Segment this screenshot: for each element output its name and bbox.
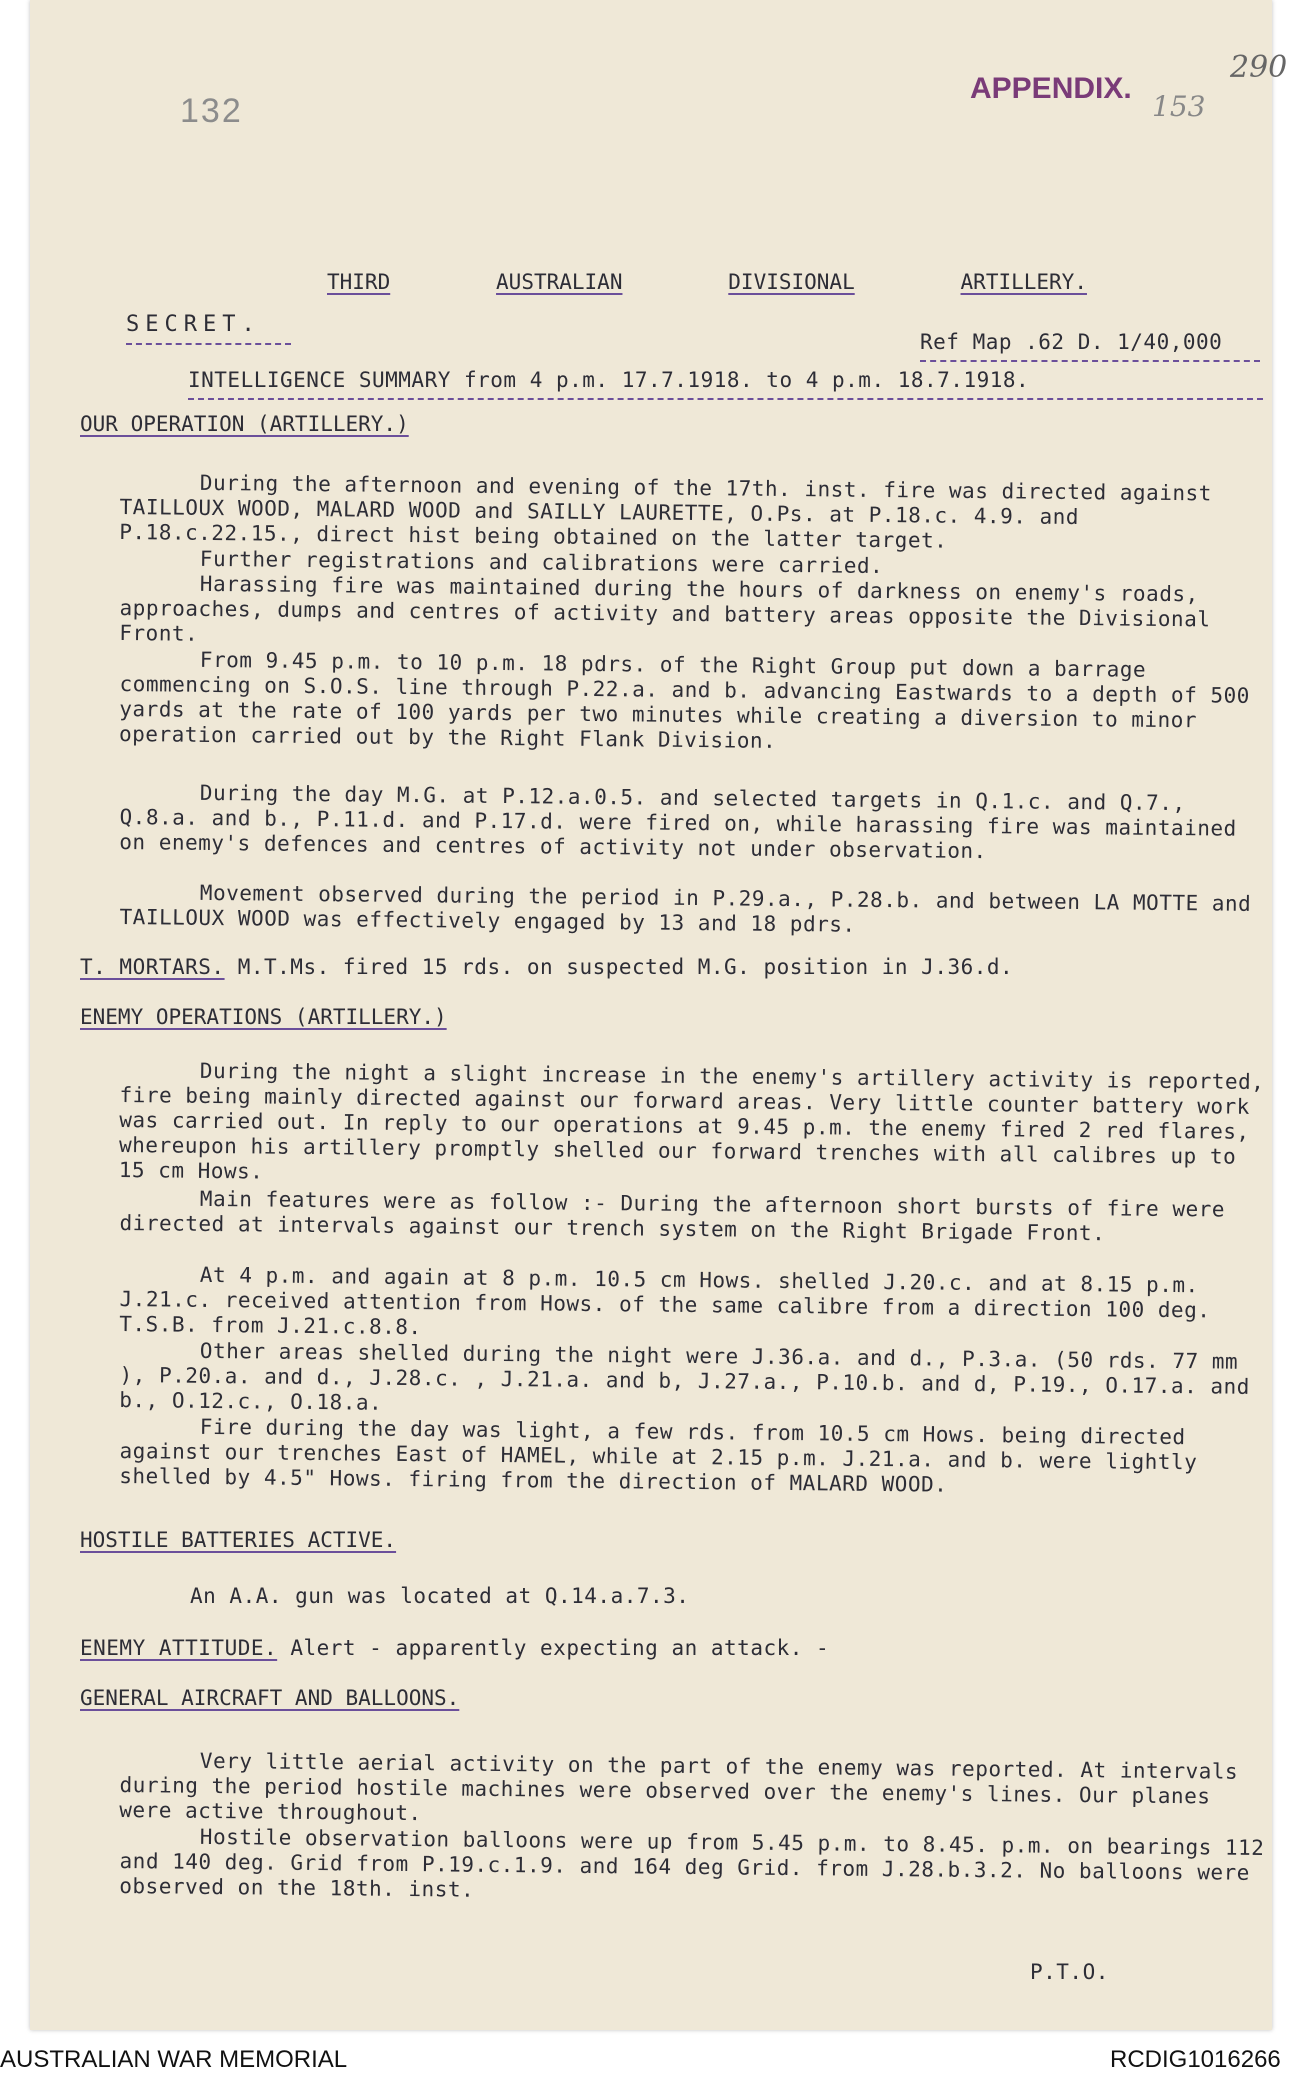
intel-underline	[188, 398, 1263, 400]
paragraph: Main features were as follow :- During the afternoon short bursts of fire were directed at intervals against our trench system on the Right Brigade Front.	[119, 1186, 1226, 1246]
section-heading-enemy-operations: ENEMY OPERATIONS (ARTILLERY.)	[80, 1005, 447, 1029]
secret-underline	[126, 343, 291, 345]
title-word: DIVISIONAL	[728, 270, 855, 294]
section-heading-aircraft: GENERAL AIRCRAFT AND BALLOONS.	[80, 1686, 460, 1710]
paragraph: Other areas shelled during the night were J.36.a. and d., P.3.a. (50 rds. 77 mm ), P.20.a. and d., J.28.c. , J.21.a. and b, J.27.a., P.10.b. and d, P.19., O.17.a. and b., O.12.c., O.18.a.	[119, 1338, 1250, 1415]
secret-label: SECRET.	[126, 312, 261, 337]
page-number: 132	[180, 92, 243, 130]
hostile-batteries-text: An A.A. gun was located at Q.14.a.7.3.	[190, 1584, 690, 1608]
document-title	[327, 270, 1087, 294]
enemy-attitude-text: Alert - apparently expecting an attack. -	[290, 1636, 830, 1660]
paragraph: Fire during the day was light, a few rds. from 10.5 cm Hows. being directed against our trenches East of HAMEL, while at 2.15 p.m. J.21.a. and b. were lightly shelled by 4.5" Hows. firing from the direction of MALARD WOOD.	[119, 1414, 1198, 1497]
paragraph: During the afternoon and evening of the 17th. inst. fire was directed against TAILLOUX WOOD, MALARD WOOD and SAILLY LAURETTE, O.Ps. at P.18.c. 4.9. and P.18.c.22.15., direct hist being obtained on the latter target.	[119, 470, 1212, 553]
paragraph: Hostile observation balloons were up from 5.45 p.m. to 8.45. p.m. on bearings 112 and 140 deg. Grid from P.19.c.1.9. and 164 deg Grid. from J.28.b.3.2. No balloons were observed on the 18th. inst.	[119, 1824, 1265, 1902]
handwritten-appendix-number: 153	[1152, 90, 1206, 123]
footer-record-id: RCDIG1016266	[1110, 2046, 1281, 2073]
t-mortars-label: T. MORTARS.	[80, 955, 225, 979]
title-word: THIRD	[327, 270, 391, 294]
t-mortars-line	[80, 955, 1013, 979]
footer-institution: AUSTRALIAN WAR MEMORIAL	[0, 2046, 348, 2073]
section-heading-our-operation: OUR OPERATION (ARTILLERY.)	[80, 412, 409, 436]
paragraph: During the night a slight increase in the enemy's artillery activity is reported, fire being mainly directed against our forward areas. Very little counter battery work was carried out. In reply to our operations at 9.45 p.m. the enemy fired 2 red flares, whereupon his artillery promptly shelled our forward trenches with all calibres up to 15 cm Hows.	[118, 1058, 1265, 1184]
title-word: AUSTRALIAN	[496, 270, 623, 294]
document-page	[30, 0, 1288, 2030]
ref-map-underline	[920, 360, 1260, 362]
paragraph: Very little aerial activity on the part of the enemy was reported. At intervals during the period hostile machines were observed over the enemy's lines. Our planes were active throughout.	[119, 1748, 1239, 1826]
enemy-attitude-line	[80, 1636, 829, 1660]
paragraph: Harassing fire was maintained during the hours of darkness on enemy's roads, approaches, dumps and centres of activity and battery areas opposite the Divisional Front.	[119, 571, 1211, 646]
paragraph: At 4 p.m. and again at 8 p.m. 10.5 cm Hows. shelled J.20.c. and at 8.15 p.m. J.21.c. received attention from Hows. of the same calibre from a direction 100 deg. T.S.B. from J.21.c.8.8.	[119, 1262, 1211, 1340]
paragraph: Further registrations and calibrations were carried.	[199, 546, 884, 578]
enemy-attitude-label: ENEMY ATTITUDE.	[80, 1636, 278, 1660]
section-heading-hostile-batteries: HOSTILE BATTERIES ACTIVE.	[80, 1528, 397, 1552]
pto-marker: P.T.O.	[1030, 1960, 1109, 1984]
paragraph: During the day M.G. at P.12.a.0.5. and selected targets in Q.1.c. and Q.7., Q.8.a. and b., P.11.d. and P.17.d. were fired on, while harassing fire was maintained on enemy's defences and centres of activity not under observation.	[119, 780, 1237, 864]
title-word: ARTILLERY.	[960, 270, 1087, 294]
paragraph: Movement observed during the period in P.29.a., P.28.b. and between LA MOTTE and TAILLOUX WOOD was effectively engaged by 13 and 18 pdrs.	[119, 880, 1252, 937]
intelligence-summary-heading: INTELLIGENCE SUMMARY from 4 p.m. 17.7.1918. to 4 p.m. 18.7.1918.	[188, 368, 1030, 392]
handwritten-folio: 290	[1230, 50, 1288, 85]
paragraph: From 9.45 p.m. to 10 p.m. 18 pdrs. of the Right Group put down a barrage commencing on S.O.S. line through P.22.a. and b. advancing Eastwards to a depth of 500 yards at the rate of 100 yards per two minutes while creating a diversion to minor operation carried out by the Right Flank Division.	[118, 647, 1250, 753]
ref-map: Ref Map .62 D. 1/40,000	[920, 330, 1223, 354]
t-mortars-text: M.T.Ms. fired 15 rds. on suspected M.G. position in J.36.d.	[237, 955, 1014, 979]
appendix-stamp: APPENDIX.	[970, 72, 1132, 105]
